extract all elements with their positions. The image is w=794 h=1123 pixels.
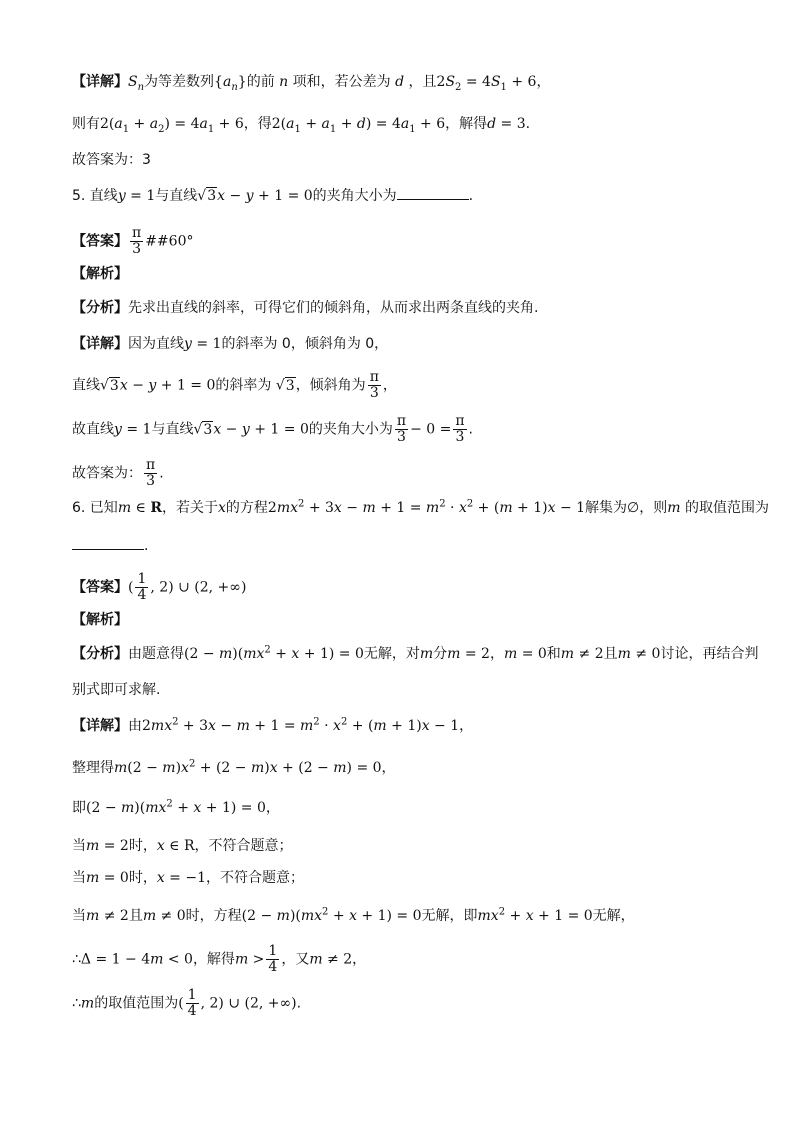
- question-5: 5. 直线y = 1与直线√3x − y + 1 = 0的夹角大小为 .: [72, 188, 474, 204]
- detail-6-line-6: 当m ≠ 2且m ≠ 0时，方程$(2 - m)(mx^2 + x + 1) = 0$无解，即$mx^2 + x + 1 = 0$无解，: [72, 906, 635, 924]
- detail-6-line-3: 即$(2 - m)(mx^2 + x + 1) = 0$，: [72, 798, 280, 816]
- label-answer: 【答案】: [72, 233, 128, 250]
- detail-6-line-8: ∴m的取值范围为( $\frac{1}{4}$ , 2) ∪ (2, +∞).: [72, 987, 302, 1019]
- question-6: 6. 已知m ∈ R，若关于x的方程$2mx^2 + 3x - m + 1 = m^2 \cdot x^2 + (m + 1)x - 1$解集为∅，则m 的取值范围为: [72, 498, 769, 516]
- detail-6-line-2: 整理得$m(2 - m)x^2 + (2 - m)x + (2 - m) = 0$，: [72, 758, 396, 776]
- answer-line: 故答案为：3: [72, 152, 151, 168]
- detail-6-line-1: 【详解】由$2mx^2 + 3x - m + 1 = m^2 \cdot x^2 + (m + 1)x - 1$，: [72, 716, 474, 734]
- detail-5-line-4: 故答案为： $\frac{\pi}{3}$ .: [72, 457, 164, 489]
- detail-5-line-3: 故直线y = 1与直线√3x − y + 1 = 0的夹角大小为 $\frac{\pi}{3}$ − 0 = $\frac{\pi}{3}$ .: [72, 413, 473, 445]
- detail-6-line-7: ∴Δ = 1 − 4m < 0，解得m > $\frac{1}{4}$ ，又m ≠ 2，: [72, 943, 367, 975]
- label-detail: 【详解】: [72, 74, 128, 90]
- analysis-5: 【分析】先求出直线的斜率，可得它们的倾斜角，从而求出两条直线的夹角.: [72, 300, 539, 316]
- analysis-6-line-2: 别式即可求解.: [72, 682, 161, 698]
- detail-6-line-4: 当m = 2时，x ∈ R，不符合题意；: [72, 838, 293, 854]
- label-analysis-5: 【解析】: [72, 266, 128, 282]
- answer-5: 【答案】 $\frac{\pi}{3}$ ##60°: [72, 225, 194, 257]
- question-6-blank: .: [72, 536, 148, 556]
- detail-6-line-5: 当m = 0时，x = −1，不符合题意；: [72, 870, 305, 886]
- label-analysis-6: 【解析】: [72, 612, 128, 628]
- answer-6: 【答案】( $\frac{1}{4}$ , 2) ∪ (2, +∞): [72, 571, 247, 603]
- analysis-6-line-1: 【分析】由题意得$(2 - m)(mx^2 + x + 1) = 0$无解，对m分m = 2，m = 0和m ≠ 2且m ≠ 0讨论，再结合判: [72, 644, 759, 662]
- detail-line-2: 则有$2(a_1 + a_2) = 4a_1 + 6$，得$2(a_1 + a_1 + d) = 4a_1 + 6$，解得d = 3.: [72, 116, 531, 135]
- detail-line-1: 【详解】$S_n$为等差数列$\{a_n\}$的前 n 项和，若公差为 d ，且$2S_2 = 4S_1 + 6$，: [72, 74, 551, 93]
- detail-5-line-1: 【详解】因为直线y = 1的斜率为 0，倾斜角为 0，: [72, 336, 389, 352]
- detail-5-line-2: 直线√3x − y + 1 = 0的斜率为 √3，倾斜角为 $\frac{\pi}{3}$ ，: [72, 369, 397, 401]
